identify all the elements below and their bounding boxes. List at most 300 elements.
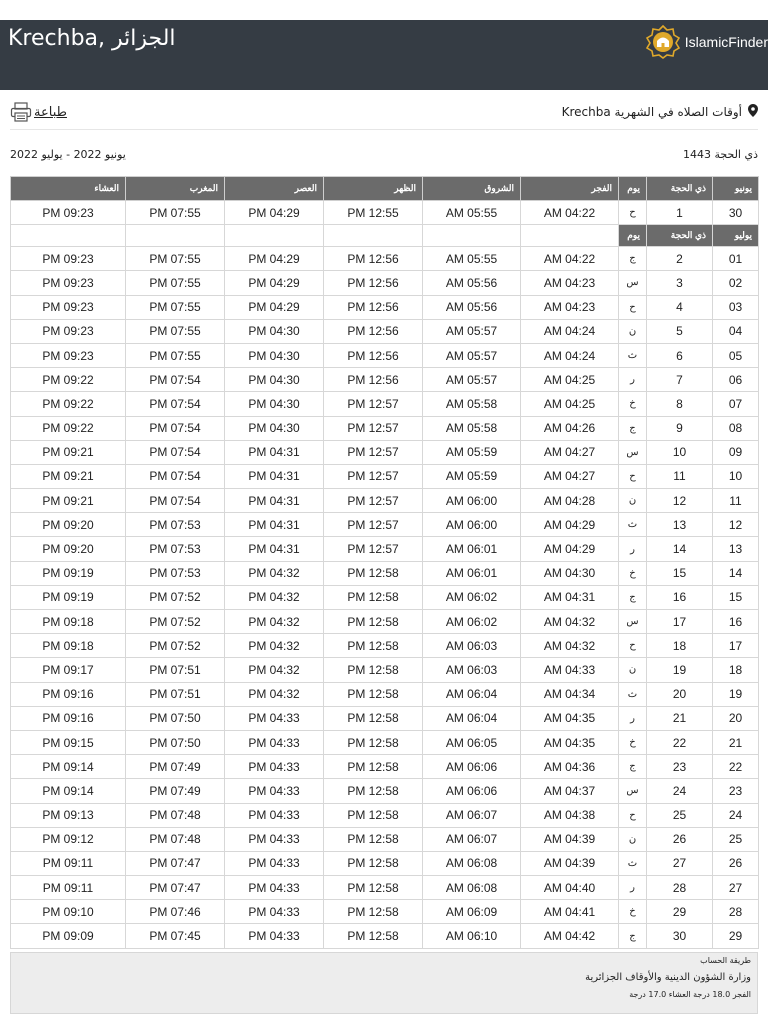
maghrib-cell: 07:53 PM: [126, 513, 225, 537]
empty-cell: [423, 225, 521, 247]
dhuhr-cell: 12:58 PM: [324, 658, 423, 682]
sunrise-cell: 06:02 AM: [423, 610, 521, 634]
col-header-sunrise: الشروق: [423, 177, 521, 201]
table-row: [11, 489, 759, 513]
gregorian-day-cell: 06: [713, 368, 759, 392]
gregorian-day-cell: 24: [713, 803, 759, 827]
asr-cell: 04:33 PM: [225, 803, 324, 827]
hijri-day-cell: 21: [647, 706, 713, 730]
isha-cell: 09:23 PM: [11, 295, 126, 319]
hijri-day-cell: 14: [647, 537, 713, 561]
asr-cell: 04:33 PM: [225, 851, 324, 875]
fajr-cell: 04:24 AM: [521, 343, 619, 367]
maghrib-cell: 07:49 PM: [126, 779, 225, 803]
dhuhr-cell: 12:58 PM: [324, 803, 423, 827]
dhuhr-cell: 12:58 PM: [324, 730, 423, 754]
asr-cell: 04:30 PM: [225, 392, 324, 416]
isha-cell: 09:21 PM: [11, 464, 126, 488]
fajr-cell: 04:28 AM: [521, 489, 619, 513]
fajr-cell: 04:40 AM: [521, 876, 619, 900]
gregorian-day-cell: 23: [713, 779, 759, 803]
isha-cell: 09:21 PM: [11, 440, 126, 464]
fajr-cell: 04:25 AM: [521, 392, 619, 416]
method-angles: الفجر 18.0 درجة العشاء 17.0 درجة: [629, 990, 751, 999]
maghrib-cell: 07:51 PM: [126, 658, 225, 682]
hijri-day-cell: 27: [647, 851, 713, 875]
sunrise-cell: 06:04 AM: [423, 682, 521, 706]
asr-cell: 04:29 PM: [225, 295, 324, 319]
dhuhr-cell: 12:58 PM: [324, 900, 423, 924]
asr-cell: 04:29 PM: [225, 271, 324, 295]
weekday-cell: ر: [619, 706, 647, 730]
fajr-cell: 04:41 AM: [521, 900, 619, 924]
dhuhr-cell: 12:57 PM: [324, 392, 423, 416]
sunrise-cell: 06:01 AM: [423, 537, 521, 561]
hijri-range: ذي الحجة 1443: [682, 148, 758, 161]
asr-cell: 04:33 PM: [225, 779, 324, 803]
sunrise-cell: 05:59 AM: [423, 464, 521, 488]
dhuhr-cell: 12:58 PM: [324, 827, 423, 851]
weekday-cell: ج: [619, 755, 647, 779]
hijri-day-cell: 29: [647, 900, 713, 924]
asr-cell: 04:33 PM: [225, 730, 324, 754]
dhuhr-cell: 12:57 PM: [324, 440, 423, 464]
month-break-gregorian: يوليو: [713, 225, 759, 247]
table-row: [11, 634, 759, 658]
hijri-day-cell: 1: [647, 201, 713, 225]
sunrise-cell: 06:03 AM: [423, 634, 521, 658]
col-header-isha: العشاء: [11, 177, 126, 201]
weekday-cell: ن: [619, 319, 647, 343]
hijri-day-cell: 11: [647, 464, 713, 488]
hijri-day-cell: 23: [647, 755, 713, 779]
maghrib-cell: 07:55 PM: [126, 319, 225, 343]
weekday-cell: خ: [619, 730, 647, 754]
dhuhr-cell: 12:58 PM: [324, 755, 423, 779]
method-name: وزارة الشؤون الدينية والأوقاف الجزائرية: [585, 972, 751, 983]
gregorian-day-cell: 14: [713, 561, 759, 585]
weekday-cell: ث: [619, 513, 647, 537]
table-row: [11, 319, 759, 343]
table-row: [11, 271, 759, 295]
gregorian-day-cell: 28: [713, 900, 759, 924]
isha-cell: 09:20 PM: [11, 537, 126, 561]
isha-cell: 09:11 PM: [11, 851, 126, 875]
hijri-day-cell: 7: [647, 368, 713, 392]
asr-cell: 04:32 PM: [225, 610, 324, 634]
gregorian-day-cell: 03: [713, 295, 759, 319]
maghrib-cell: 07:52 PM: [126, 634, 225, 658]
asr-cell: 04:30 PM: [225, 343, 324, 367]
weekday-cell: خ: [619, 900, 647, 924]
gregorian-day-cell: 18: [713, 658, 759, 682]
gregorian-day-cell: 05: [713, 343, 759, 367]
isha-cell: 09:17 PM: [11, 658, 126, 682]
col-header-fajr: الفجر: [521, 177, 619, 201]
sunrise-cell: 06:05 AM: [423, 730, 521, 754]
gregorian-day-cell: 13: [713, 537, 759, 561]
col-header-hijri: ذي الحجة: [647, 177, 713, 201]
dhuhr-cell: 12:58 PM: [324, 706, 423, 730]
isha-cell: 09:18 PM: [11, 610, 126, 634]
fajr-cell: 04:23 AM: [521, 295, 619, 319]
gregorian-day-cell: 27: [713, 876, 759, 900]
table-row: [11, 392, 759, 416]
col-header-asr: العصر: [225, 177, 324, 201]
hijri-day-cell: 16: [647, 585, 713, 609]
isha-cell: 09:20 PM: [11, 513, 126, 537]
maghrib-cell: 07:47 PM: [126, 876, 225, 900]
month-break-day: يوم: [619, 225, 647, 247]
weekday-cell: خ: [619, 392, 647, 416]
sunrise-cell: 05:58 AM: [423, 392, 521, 416]
dhuhr-cell: 12:58 PM: [324, 779, 423, 803]
sunrise-cell: 05:56 AM: [423, 271, 521, 295]
empty-cell: [324, 225, 423, 247]
asr-cell: 04:32 PM: [225, 561, 324, 585]
maghrib-cell: 07:54 PM: [126, 489, 225, 513]
asr-cell: 04:31 PM: [225, 513, 324, 537]
weekday-cell: ج: [619, 247, 647, 271]
isha-cell: 09:22 PM: [11, 392, 126, 416]
gregorian-day-cell: 22: [713, 755, 759, 779]
sunrise-cell: 05:57 AM: [423, 343, 521, 367]
month-break-row: [11, 225, 759, 247]
gregorian-day-cell: 21: [713, 730, 759, 754]
asr-cell: 04:31 PM: [225, 440, 324, 464]
city-title: Krechba, الجزائر: [8, 26, 176, 51]
dhuhr-cell: 12:57 PM: [324, 513, 423, 537]
table-row: [11, 295, 759, 319]
sunrise-cell: 06:03 AM: [423, 658, 521, 682]
isha-cell: 09:19 PM: [11, 585, 126, 609]
maghrib-cell: 07:55 PM: [126, 247, 225, 271]
asr-cell: 04:29 PM: [225, 201, 324, 225]
asr-cell: 04:29 PM: [225, 247, 324, 271]
isha-cell: 09:09 PM: [11, 924, 126, 948]
sunrise-cell: 06:09 AM: [423, 900, 521, 924]
maghrib-cell: 07:53 PM: [126, 537, 225, 561]
gregorian-day-cell: 26: [713, 851, 759, 875]
empty-cell: [225, 225, 324, 247]
dhuhr-cell: 12:58 PM: [324, 876, 423, 900]
gregorian-day-cell: 30: [713, 201, 759, 225]
hijri-day-cell: 10: [647, 440, 713, 464]
fajr-cell: 04:35 AM: [521, 730, 619, 754]
gregorian-day-cell: 12: [713, 513, 759, 537]
asr-cell: 04:33 PM: [225, 900, 324, 924]
fajr-cell: 04:29 AM: [521, 537, 619, 561]
date-range-row: [10, 148, 758, 166]
fajr-cell: 04:26 AM: [521, 416, 619, 440]
hijri-day-cell: 25: [647, 803, 713, 827]
table-row: [11, 561, 759, 585]
weekday-cell: ث: [619, 682, 647, 706]
dhuhr-cell: 12:57 PM: [324, 464, 423, 488]
asr-cell: 04:31 PM: [225, 537, 324, 561]
table-row: [11, 585, 759, 609]
fajr-cell: 04:39 AM: [521, 851, 619, 875]
hijri-day-cell: 19: [647, 658, 713, 682]
hijri-day-cell: 12: [647, 489, 713, 513]
maghrib-cell: 07:50 PM: [126, 730, 225, 754]
maghrib-cell: 07:55 PM: [126, 295, 225, 319]
table-row: [11, 779, 759, 803]
isha-cell: 09:23 PM: [11, 319, 126, 343]
col-header-dhuhr: الظهر: [324, 177, 423, 201]
table-row: [11, 876, 759, 900]
mosque-icon: [645, 24, 681, 60]
table-header-row: [11, 177, 759, 201]
hijri-day-cell: 5: [647, 319, 713, 343]
sunrise-cell: 05:55 AM: [423, 247, 521, 271]
maghrib-cell: 07:51 PM: [126, 682, 225, 706]
gregorian-day-cell: 09: [713, 440, 759, 464]
isha-cell: 09:23 PM: [11, 201, 126, 225]
gregorian-day-cell: 25: [713, 827, 759, 851]
asr-cell: 04:31 PM: [225, 489, 324, 513]
weekday-cell: ح: [619, 464, 647, 488]
weekday-cell: س: [619, 610, 647, 634]
dhuhr-cell: 12:57 PM: [324, 489, 423, 513]
sunrise-cell: 05:56 AM: [423, 295, 521, 319]
top-header-bar: [0, 20, 768, 90]
sunrise-cell: 06:01 AM: [423, 561, 521, 585]
asr-cell: 04:33 PM: [225, 876, 324, 900]
maghrib-cell: 07:55 PM: [126, 271, 225, 295]
weekday-cell: ح: [619, 295, 647, 319]
col-header-gregorian: يونيو: [713, 177, 759, 201]
weekday-cell: ن: [619, 827, 647, 851]
isha-cell: 09:14 PM: [11, 779, 126, 803]
weekday-cell: س: [619, 779, 647, 803]
isha-cell: 09:22 PM: [11, 416, 126, 440]
weekday-cell: س: [619, 271, 647, 295]
fajr-cell: 04:33 AM: [521, 658, 619, 682]
fajr-cell: 04:32 AM: [521, 610, 619, 634]
isha-cell: 09:19 PM: [11, 561, 126, 585]
table-row: [11, 730, 759, 754]
maghrib-cell: 07:54 PM: [126, 440, 225, 464]
maghrib-cell: 07:55 PM: [126, 201, 225, 225]
sunrise-cell: 06:07 AM: [423, 803, 521, 827]
hijri-day-cell: 6: [647, 343, 713, 367]
asr-cell: 04:30 PM: [225, 416, 324, 440]
empty-cell: [11, 225, 126, 247]
sunrise-cell: 06:10 AM: [423, 924, 521, 948]
table-row: [11, 201, 759, 225]
fajr-cell: 04:25 AM: [521, 368, 619, 392]
table-row: [11, 513, 759, 537]
calculation-method-note: [10, 952, 758, 1014]
gregorian-day-cell: 19: [713, 682, 759, 706]
gregorian-day-cell: 01: [713, 247, 759, 271]
fajr-cell: 04:27 AM: [521, 440, 619, 464]
fajr-cell: 04:36 AM: [521, 755, 619, 779]
dhuhr-cell: 12:58 PM: [324, 585, 423, 609]
fajr-cell: 04:29 AM: [521, 513, 619, 537]
weekday-cell: س: [619, 440, 647, 464]
sunrise-cell: 06:08 AM: [423, 851, 521, 875]
table-row: [11, 755, 759, 779]
table-row: [11, 440, 759, 464]
table-row: [11, 803, 759, 827]
weekday-cell: ج: [619, 416, 647, 440]
month-break-hijri: ذي الحجة: [647, 225, 713, 247]
isha-cell: 09:21 PM: [11, 489, 126, 513]
asr-cell: 04:32 PM: [225, 658, 324, 682]
hijri-day-cell: 15: [647, 561, 713, 585]
sunrise-cell: 05:57 AM: [423, 368, 521, 392]
asr-cell: 04:33 PM: [225, 924, 324, 948]
empty-cell: [126, 225, 225, 247]
sunrise-cell: 06:07 AM: [423, 827, 521, 851]
table-row: [11, 682, 759, 706]
weekday-cell: ث: [619, 851, 647, 875]
sunrise-cell: 06:06 AM: [423, 779, 521, 803]
table-row: [11, 464, 759, 488]
prayer-times-table: [10, 176, 759, 949]
table-row: [11, 851, 759, 875]
method-label: طريقة الحساب: [700, 956, 751, 965]
isha-cell: 09:16 PM: [11, 682, 126, 706]
hijri-day-cell: 2: [647, 247, 713, 271]
sunrise-cell: 06:04 AM: [423, 706, 521, 730]
isha-cell: 09:13 PM: [11, 803, 126, 827]
hijri-day-cell: 3: [647, 271, 713, 295]
gregorian-range: يونيو 2022 - يوليو 2022: [10, 148, 126, 161]
maghrib-cell: 07:47 PM: [126, 851, 225, 875]
dhuhr-cell: 12:57 PM: [324, 416, 423, 440]
isha-cell: 09:12 PM: [11, 827, 126, 851]
isha-cell: 09:15 PM: [11, 730, 126, 754]
print-button[interactable]: [10, 102, 67, 122]
maghrib-cell: 07:45 PM: [126, 924, 225, 948]
islamicfinder-logo[interactable]: [645, 24, 768, 60]
maghrib-cell: 07:48 PM: [126, 803, 225, 827]
hijri-day-cell: 8: [647, 392, 713, 416]
weekday-cell: خ: [619, 561, 647, 585]
asr-cell: 04:31 PM: [225, 464, 324, 488]
gregorian-day-cell: 07: [713, 392, 759, 416]
logo-text: IslamicFinder: [684, 34, 768, 50]
location-pin-icon: [748, 104, 758, 120]
isha-cell: 09:23 PM: [11, 271, 126, 295]
isha-cell: 09:10 PM: [11, 900, 126, 924]
fajr-cell: 04:37 AM: [521, 779, 619, 803]
asr-cell: 04:32 PM: [225, 585, 324, 609]
dhuhr-cell: 12:56 PM: [324, 368, 423, 392]
fajr-cell: 04:31 AM: [521, 585, 619, 609]
maghrib-cell: 07:46 PM: [126, 900, 225, 924]
isha-cell: 09:14 PM: [11, 755, 126, 779]
weekday-cell: ر: [619, 537, 647, 561]
isha-cell: 09:11 PM: [11, 876, 126, 900]
dhuhr-cell: 12:56 PM: [324, 319, 423, 343]
table-row: [11, 610, 759, 634]
fajr-cell: 04:34 AM: [521, 682, 619, 706]
sunrise-cell: 05:57 AM: [423, 319, 521, 343]
fajr-cell: 04:23 AM: [521, 271, 619, 295]
weekday-cell: ح: [619, 803, 647, 827]
maghrib-cell: 07:54 PM: [126, 464, 225, 488]
maghrib-cell: 07:50 PM: [126, 706, 225, 730]
weekday-cell: ج: [619, 924, 647, 948]
hijri-day-cell: 24: [647, 779, 713, 803]
sunrise-cell: 06:02 AM: [423, 585, 521, 609]
fajr-cell: 04:24 AM: [521, 319, 619, 343]
fajr-cell: 04:35 AM: [521, 706, 619, 730]
fajr-cell: 04:42 AM: [521, 924, 619, 948]
isha-cell: 09:16 PM: [11, 706, 126, 730]
asr-cell: 04:32 PM: [225, 634, 324, 658]
hijri-day-cell: 9: [647, 416, 713, 440]
table-row: [11, 247, 759, 271]
sunrise-cell: 06:00 AM: [423, 489, 521, 513]
sunrise-cell: 06:00 AM: [423, 513, 521, 537]
hijri-day-cell: 17: [647, 610, 713, 634]
maghrib-cell: 07:52 PM: [126, 585, 225, 609]
dhuhr-cell: 12:56 PM: [324, 343, 423, 367]
dhuhr-cell: 12:55 PM: [324, 201, 423, 225]
weekday-cell: ج: [619, 585, 647, 609]
fajr-cell: 04:27 AM: [521, 464, 619, 488]
asr-cell: 04:33 PM: [225, 827, 324, 851]
gregorian-day-cell: 04: [713, 319, 759, 343]
gregorian-day-cell: 20: [713, 706, 759, 730]
dhuhr-cell: 12:57 PM: [324, 537, 423, 561]
maghrib-cell: 07:54 PM: [126, 392, 225, 416]
asr-cell: 04:32 PM: [225, 682, 324, 706]
maghrib-cell: 07:48 PM: [126, 827, 225, 851]
hijri-day-cell: 26: [647, 827, 713, 851]
maghrib-cell: 07:53 PM: [126, 561, 225, 585]
subheader: [10, 100, 758, 130]
maghrib-cell: 07:54 PM: [126, 416, 225, 440]
asr-cell: 04:30 PM: [225, 368, 324, 392]
dhuhr-cell: 12:58 PM: [324, 924, 423, 948]
dhuhr-cell: 12:58 PM: [324, 851, 423, 875]
table-row: [11, 924, 759, 948]
maghrib-cell: 07:49 PM: [126, 755, 225, 779]
hijri-day-cell: 28: [647, 876, 713, 900]
maghrib-cell: 07:54 PM: [126, 368, 225, 392]
weekday-cell: ث: [619, 343, 647, 367]
print-label: طباعة: [34, 104, 67, 120]
hijri-day-cell: 30: [647, 924, 713, 948]
dhuhr-cell: 12:58 PM: [324, 682, 423, 706]
dhuhr-cell: 12:58 PM: [324, 561, 423, 585]
sunrise-cell: 06:06 AM: [423, 755, 521, 779]
hijri-day-cell: 20: [647, 682, 713, 706]
hijri-day-cell: 4: [647, 295, 713, 319]
isha-cell: 09:22 PM: [11, 368, 126, 392]
table-row: [11, 827, 759, 851]
isha-cell: 09:23 PM: [11, 343, 126, 367]
gregorian-day-cell: 15: [713, 585, 759, 609]
fajr-cell: 04:30 AM: [521, 561, 619, 585]
page-heading-text: أوقات الصلاه في الشهرية Krechba: [561, 105, 742, 119]
page-heading: [562, 104, 758, 120]
isha-cell: 09:23 PM: [11, 247, 126, 271]
dhuhr-cell: 12:56 PM: [324, 295, 423, 319]
maghrib-cell: 07:52 PM: [126, 610, 225, 634]
weekday-cell: ح: [619, 634, 647, 658]
printer-icon: [10, 102, 32, 122]
hijri-day-cell: 13: [647, 513, 713, 537]
gregorian-day-cell: 02: [713, 271, 759, 295]
sunrise-cell: 05:59 AM: [423, 440, 521, 464]
